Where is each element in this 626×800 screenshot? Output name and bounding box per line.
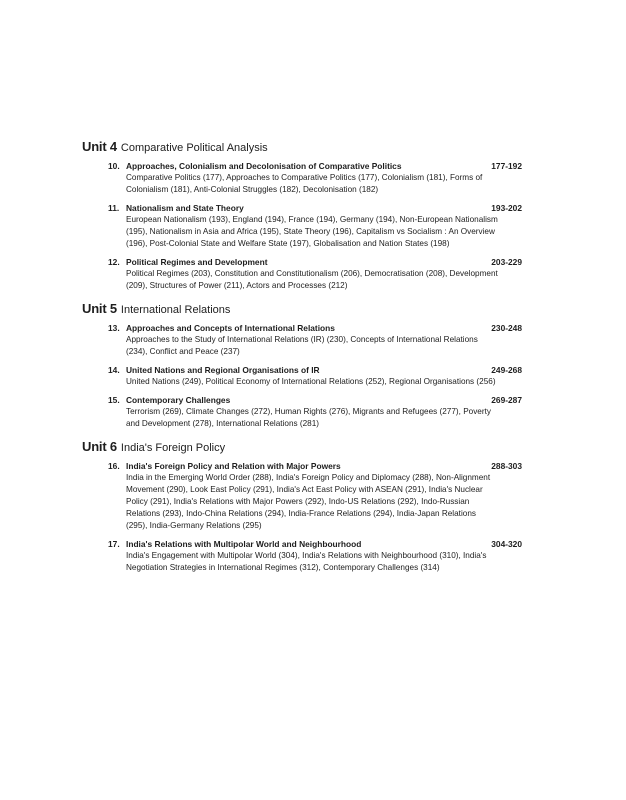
chapter-entry[interactable] [108, 160, 522, 196]
chapter-pages: 177-192 [491, 161, 522, 171]
unit-title: International Relations [120, 304, 231, 316]
chapter-title: Contemporary Challenges [126, 395, 231, 405]
chapter-entry[interactable] [108, 364, 522, 388]
unit-title: India's Foreign Policy [120, 442, 226, 454]
unit-heading [82, 301, 522, 320]
chapter-pages: 203-229 [491, 257, 522, 267]
chapter-title: Political Regimes and Development [126, 257, 268, 267]
chapter-pages: 288-303 [491, 461, 522, 471]
chapter-title: United Nations and Regional Organisations of IR [126, 365, 320, 375]
chapter-title: Approaches and Concepts of International Relations [126, 323, 335, 333]
chapter-pages: 269-287 [491, 395, 522, 405]
chapter-pages: 304-320 [491, 539, 522, 549]
chapter-topics: European Nationalism (193), England (194), France (194), Germany (194), Non-European Nationalism (195), Nationalism in Asia and Africa (195), State Theory (196), Capitalism vs Socialism : An Overview (196), Post-Colonial State and Welfare State (197), Globalisation and Nation States (198) [126, 215, 498, 248]
chapter-topics: Approaches to the Study of International Relations (IR) (230), Concepts of International Relations (234), Conflict and Peace (237) [126, 335, 478, 356]
unit-heading [82, 139, 522, 158]
chapter-entry[interactable] [108, 322, 522, 358]
chapter-number: 10. [108, 161, 120, 171]
chapter-title: Approaches, Colonialism and Decolonisation of Comparative Politics [126, 161, 402, 171]
chapter-number: 17. [108, 539, 120, 549]
chapter-number: 15. [108, 395, 120, 405]
chapter-pages: 193-202 [491, 203, 522, 213]
unit-number: Unit 6 [82, 439, 117, 454]
chapter-number: 12. [108, 257, 120, 267]
chapter-title: Nationalism and State Theory [126, 203, 244, 213]
unit-5 [82, 301, 522, 430]
unit-number: Unit 5 [82, 301, 117, 316]
chapter-title: India's Foreign Policy and Relation with Major Powers [126, 461, 341, 471]
chapter-entry[interactable] [108, 256, 522, 292]
chapter-topics: Comparative Politics (177), Approaches to Comparative Politics (177), Colonialism (181), Forms of Colonialism (181), Anti-Colonial Struggles (182), Decolonisation (182) [126, 173, 483, 194]
unit-number: Unit 4 [82, 139, 117, 154]
unit-4 [82, 139, 522, 292]
chapter-number: 13. [108, 323, 120, 333]
chapter-entry[interactable] [108, 202, 522, 250]
chapter-number: 14. [108, 365, 120, 375]
table-of-contents [82, 139, 522, 574]
chapter-pages: 230-248 [491, 323, 522, 333]
chapter-topics: Terrorism (269), Climate Changes (272), Human Rights (276), Migrants and Refugees (277), Poverty and Development (278), International Relations (281) [126, 407, 491, 428]
unit-6 [82, 439, 522, 574]
chapter-topics: India in the Emerging World Order (288), India's Foreign Policy and Diplomacy (288), Non-Alignment Movement (290), Look East Policy (291), India's Act East Policy with ASEAN (291), India's Nuclear Policy (291), India's Relations with Major Powers (292), Indo-US Relations (292), Indo-Russian Relations (293), Indo-China Relations (294), India-France Relations (294), India-Japan Relations (295), India-Germany Relations (295) [126, 473, 491, 530]
chapter-entry[interactable] [108, 538, 522, 574]
chapter-entry[interactable] [108, 394, 522, 430]
chapter-topics: India's Engagement with Multipolar World (304), India's Relations with Neighbourhood (310), India's Negotiation Strategies in International Regimes (312), Contemporary Challenges (314) [126, 551, 487, 572]
chapter-topics: United Nations (249), Political Economy of International Relations (252), Regional Organisations (256) [126, 377, 496, 386]
chapter-number: 11. [108, 203, 120, 213]
chapter-pages: 249-268 [491, 365, 522, 375]
chapter-topics: Political Regimes (203), Constitution and Constitutionalism (206), Democratisation (208), Development (209), Structures of Power (211), Actors and Processes (212) [126, 269, 498, 290]
chapter-entry[interactable] [108, 460, 522, 532]
unit-title: Comparative Political Analysis [120, 142, 268, 154]
chapter-title: India's Relations with Multipolar World and Neighbourhood [126, 539, 362, 549]
unit-heading [82, 439, 522, 458]
chapter-number: 16. [108, 461, 120, 471]
